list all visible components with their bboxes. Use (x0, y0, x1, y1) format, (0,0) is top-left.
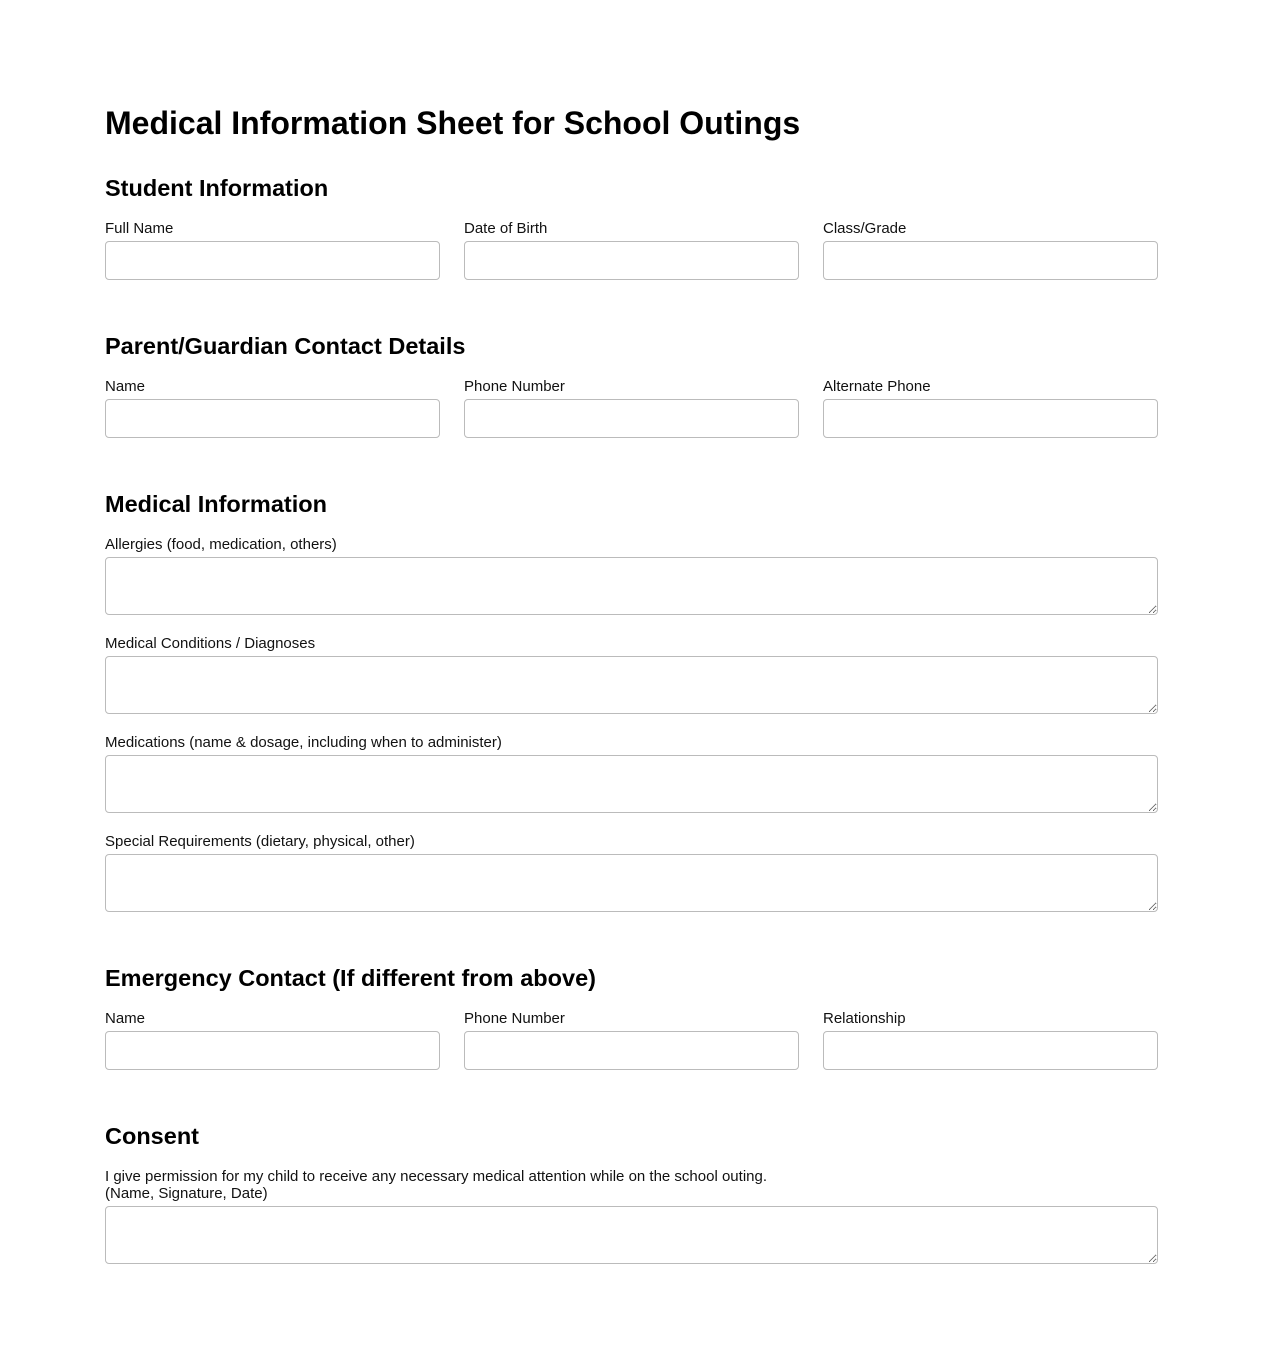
consent-note: (Name, Signature, Date) (105, 1185, 268, 1202)
consent-section (105, 1122, 1158, 1316)
field-label: Date of Birth (464, 220, 548, 237)
field-label: Allergies (food, medication, others) (105, 536, 337, 553)
student-dob-input[interactable] (464, 241, 799, 280)
page-title: Medical Information Sheet for School Outings (105, 105, 801, 141)
consent-statement: I give permission for my child to receive any necessary medical attention while on the school outing. (105, 1168, 767, 1185)
parent-section (105, 332, 1158, 490)
medical-section (105, 490, 1158, 964)
student-full-name-input[interactable] (105, 241, 440, 280)
special-requirements-textarea[interactable] (105, 854, 1158, 912)
field-label: Relationship (823, 1010, 906, 1027)
field-label: Special Requirements (dietary, physical, other) (105, 833, 415, 850)
section-heading: Medical Information (105, 491, 327, 517)
parent-alt-phone-input[interactable] (823, 399, 1158, 438)
field-label: Name (105, 1010, 146, 1027)
parent-phone-input[interactable] (464, 399, 799, 438)
section-heading: Student Information (105, 175, 329, 201)
consent-textarea[interactable] (105, 1206, 1158, 1264)
field-label: Alternate Phone (823, 378, 931, 395)
emergency-phone-input[interactable] (464, 1031, 799, 1070)
field-label: Class/Grade (823, 220, 907, 237)
emergency-section (105, 964, 1158, 1122)
emergency-name-input[interactable] (105, 1031, 440, 1070)
consent-label (105, 1168, 1158, 1202)
conditions-textarea[interactable] (105, 656, 1158, 714)
allergies-textarea[interactable] (105, 557, 1158, 615)
form-container (105, 104, 1158, 1316)
student-class-input[interactable] (823, 241, 1158, 280)
medications-textarea[interactable] (105, 755, 1158, 813)
section-heading: Consent (105, 1123, 199, 1149)
field-label: Name (105, 378, 146, 395)
student-section (105, 174, 1158, 332)
field-label: Phone Number (464, 378, 565, 395)
emergency-relationship-input[interactable] (823, 1031, 1158, 1070)
field-label: Medical Conditions / Diagnoses (105, 635, 316, 652)
section-heading: Emergency Contact (If different from above) (105, 965, 596, 991)
field-label: Medications (name & dosage, including when to administer) (105, 734, 502, 751)
field-label: Full Name (105, 220, 174, 237)
section-heading: Parent/Guardian Contact Details (105, 333, 466, 359)
parent-name-input[interactable] (105, 399, 440, 438)
field-label: Phone Number (464, 1010, 565, 1027)
